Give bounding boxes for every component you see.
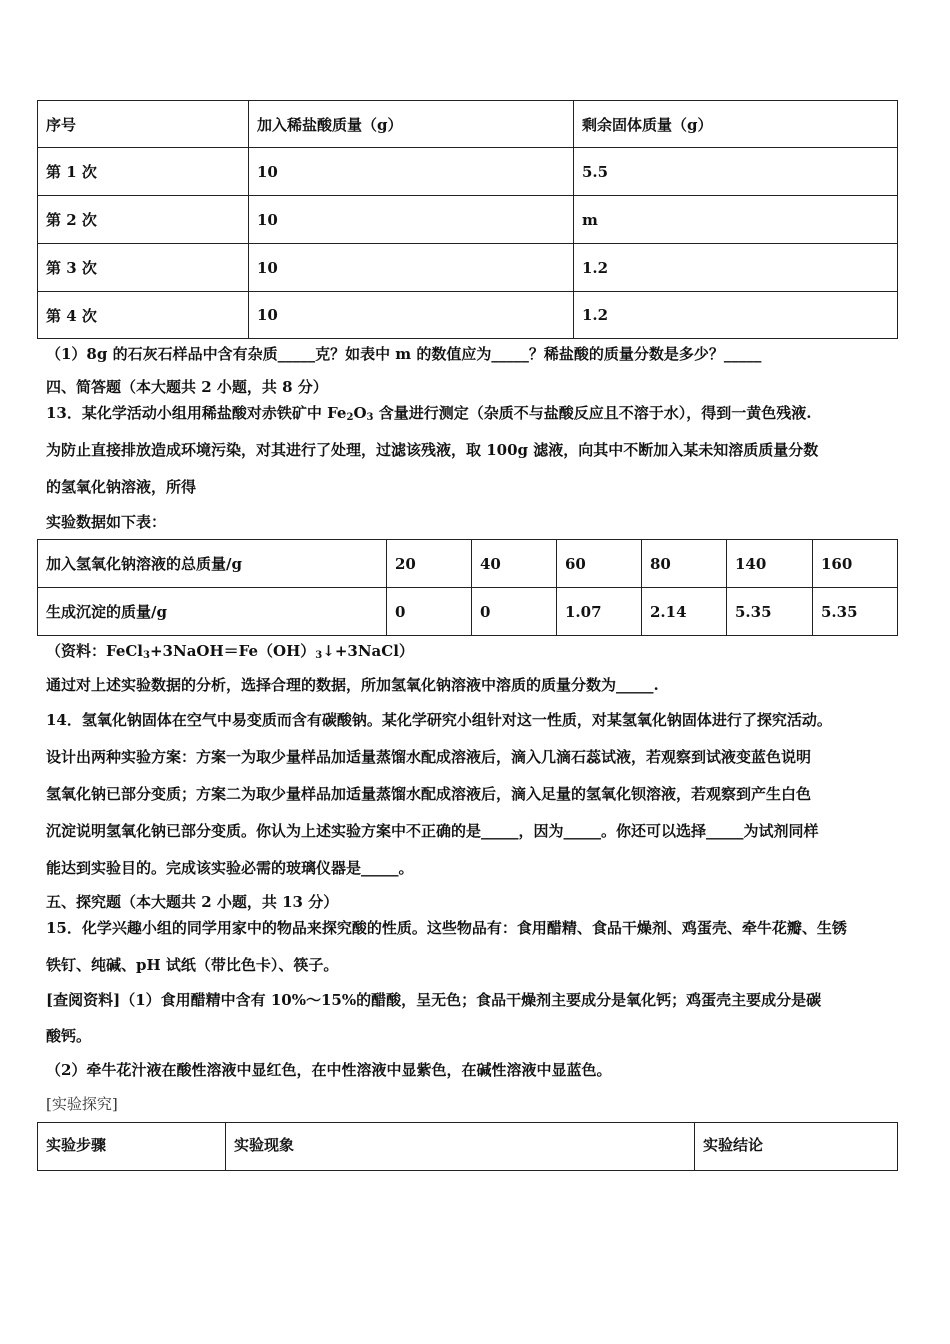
table-cell: 10 <box>249 196 574 244</box>
table-row-label: 生成沉淀的质量/g <box>38 588 387 636</box>
table-cell: 0 <box>387 588 472 636</box>
table-header-cell: 剩余固体质量（g） <box>574 101 898 148</box>
table-cell: 60 <box>557 540 642 588</box>
table-cell: 2.14 <box>642 588 727 636</box>
question-15-line-6: [实验探究] <box>46 1095 118 1113</box>
question-15-line-5: （2）牵牛花汁液在酸性溶液中显红色，在中性溶液中显紫色，在碱性溶液中显蓝色。 <box>46 1061 612 1079</box>
table-cell: 第 2 次 <box>38 196 249 244</box>
question-13-line-4: 实验数据如下表： <box>46 513 167 531</box>
table-cell: 40 <box>472 540 557 588</box>
table-cell: 0 <box>472 588 557 636</box>
table-cell: 1.07 <box>557 588 642 636</box>
experiment-table <box>37 1122 898 1171</box>
table-cell: 第 1 次 <box>38 148 249 196</box>
question-15-line-1: 15．化学兴趣小组的同学用家中的物品来探究酸的性质。这些物品有：食用醋精、食品干燥剂、鸡蛋壳、牵牛花瓣、生锈 <box>46 919 847 937</box>
table-header-cell: 加入稀盐酸质量（g） <box>249 101 574 148</box>
table-cell: 20 <box>387 540 472 588</box>
table-cell: 160 <box>813 540 898 588</box>
table-row <box>38 540 898 588</box>
table-cell: 1.2 <box>574 292 898 339</box>
table-cell: 1.2 <box>574 244 898 292</box>
table-cell: 5.5 <box>574 148 898 196</box>
section-5-title: 五、探究题（本大题共 2 小题，共 13 分） <box>46 893 339 911</box>
question-13-line-1: 13．某化学活动小组用稀盐酸对赤铁矿中 $Fe_2O_3$ 含量进行测定（杂质不与盐酸反应且不溶于水），得到一黄色残液. <box>46 404 812 423</box>
question-13-line-2: 为防止直接排放造成环境污染，对其进行了处理，过滤该残液，取 100g 滤液，向其中不断加入某未知溶质质量分数 <box>46 441 819 459</box>
question-15-line-4: 酸钙。 <box>46 1027 92 1045</box>
question-13-question: 通过对上述实验数据的分析，选择合理的数据，所加氢氧化钠溶液中溶质的质量分数为_____. <box>46 676 659 694</box>
question-14-line-4: 沉淀说明氢氧化钠已部分变质。你认为上述实验方案中不正确的是_____，因为_____。你还可以选择_____为试剂同样 <box>46 822 819 840</box>
question-13-line-3: 的氢氧化钠溶液，所得 <box>46 478 197 496</box>
section-4-title: 四、简答题（本大题共 2 小题，共 8 分） <box>46 378 328 396</box>
question-14-line-1: 14．氢氧化钠固体在空气中易变质而含有碳酸钠。某化学研究小组针对这一性质，对某氢氧化钠固体进行了探究活动。 <box>46 711 832 729</box>
question-14-line-3: 氢氧化钠已部分变质；方案二为取少量样品加适量蒸馏水配成溶液后，滴入足量的氢氧化钡溶液，若观察到产生白色 <box>46 785 812 803</box>
table-cell: 10 <box>249 292 574 339</box>
table-header-cell: 实验步骤 <box>38 1123 226 1171</box>
table-row <box>38 292 898 339</box>
table-row <box>38 148 898 196</box>
table-cell: m <box>574 196 898 244</box>
results-table-naoh <box>37 539 898 636</box>
question-15-line-2: 铁钉、纯碱、pH 试纸（带比色卡）、筷子。 <box>46 956 339 974</box>
table-cell: 140 <box>727 540 813 588</box>
table-header-cell: 实验现象 <box>226 1123 695 1171</box>
table-cell: 80 <box>642 540 727 588</box>
table-cell: 10 <box>249 148 574 196</box>
table-row <box>38 588 898 636</box>
table-cell: 5.35 <box>727 588 813 636</box>
table-row <box>38 196 898 244</box>
question-15-line-3: [查阅资料]（1）食用醋精中含有 10%～15%的醋酸，呈无色；食品干燥剂主要成分是氧化钙；鸡蛋壳主要成分是碳 <box>46 991 822 1009</box>
table-cell: 5.35 <box>813 588 898 636</box>
table-cell: 10 <box>249 244 574 292</box>
question-13-note: （资料：$FeCl_3+3NaOH=Fe(OH)_3↓+3NaCl$） <box>46 642 414 661</box>
question-14-line-2: 设计出两种实验方案：方案一为取少量样品加适量蒸馏水配成溶液后，滴入几滴石蕊试液，若观察到试液变蓝色说明 <box>46 748 812 766</box>
table-cell: 第 3 次 <box>38 244 249 292</box>
table-header-cell: 实验结论 <box>695 1123 898 1171</box>
results-table-hcl <box>37 100 898 339</box>
table-row-label: 加入氢氧化钠溶液的总质量/g <box>38 540 387 588</box>
table-header-cell: 序号 <box>38 101 249 148</box>
question-14-line-5: 能达到实验目的。完成该实验必需的玻璃仪器是_____。 <box>46 859 414 877</box>
table-row <box>38 244 898 292</box>
question-12-sub1: （1）8g 的石灰石样品中含有杂质_____克？如表中 m 的数值应为_____？稀盐酸的质量分数是多少？_____ <box>46 345 762 363</box>
table-cell: 第 4 次 <box>38 292 249 339</box>
